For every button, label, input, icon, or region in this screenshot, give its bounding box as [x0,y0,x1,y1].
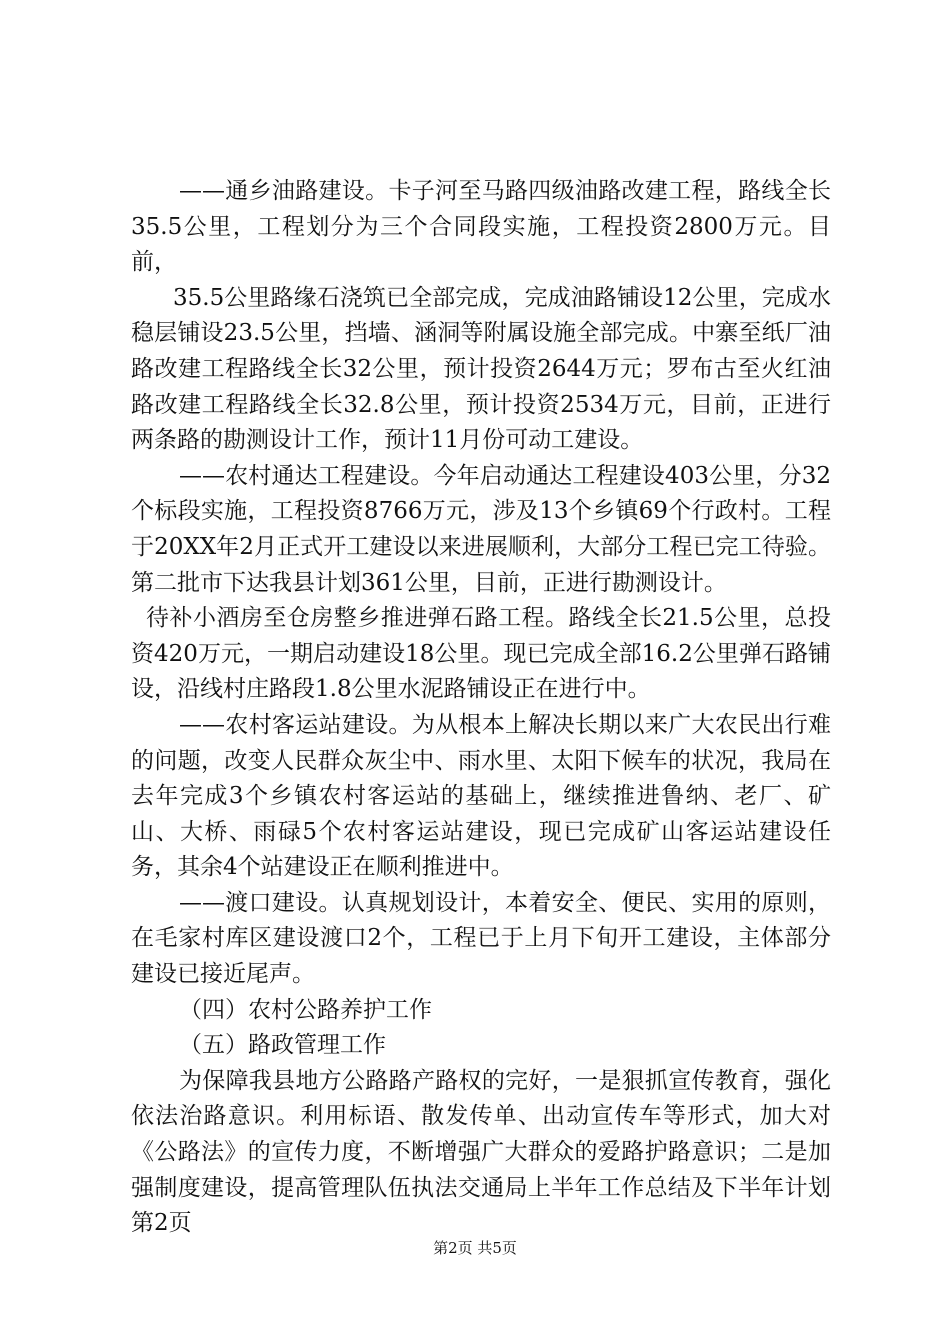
paragraph-stone-road: 待补小酒房至仓房整乡推进弹石路工程。路线全长21.5公里，总投资420万元，一期启动建设18公里。现已完成全部16.2公里弹石路铺设，沿线村庄路段1.8公里水泥路铺设正在进行中。 [131,605,831,703]
page-number-footer: 第2页 共5页 [433,1239,517,1257]
section-heading-maintenance: （四）农村公路养护工作 [179,996,432,1023]
paragraph-road-progress: 35.5公里路缘石浇筑已全部完成，完成油路铺设12公里，完成水稳层铺设23.5公里，挡墙、涵洞等附属设施全部完成。中寨至纸厂油路改建工程路线全长32公里，预计投资2644万元；罗布古至火红油路改建工程路线全长32.8公里，预计投资2534万元，目前，正进行两条路的勘测设计工作，预计11月份可动工建设。 [131,284,831,454]
paragraph-ferry: ——渡口建设。认真规划设计，本着安全、便民、实用的原则，在毛家村库区建设渡口2个，工程已于上月下旬开工建设，主体部分建设已接近尾声。 [131,889,831,988]
paragraph-road-protection: 为保障我县地方公路路产路权的完好，一是狠抓宣传教育，强化依法治路意识。利用标语、散发传单、出动宣传车等形式，加大对《公路法》的宣传力度，不断增强广大群众的爱路护路意识；二是加强制度建设，提高管理队伍执法交通局上半年工作总结及下半年计划第2页 [131,1067,831,1237]
paragraph-rural-access: ——农村通达工程建设。今年启动通达工程建设403公里，分32个标段实施，工程投资8766万元，涉及13个乡镇69个行政村。工程于20XX年2月正式开工建设以来进展顺利，大部分工程已完工待验。第二批市下达我县计划361公里，目前，正进行勘测设计。 [131,462,831,596]
paragraph-township-road: ——通乡油路建设。卡子河至马路四级油路改建工程，路线全长35.5公里，工程划分为三个合同段实施，工程投资2800万元。目前， [131,178,831,276]
paragraph-bus-station: ——农村客运站建设。为从根本上解决长期以来广大农民出行难的问题，改变人民群众灰尘中、雨水里、太阳下候车的状况，我局在去年完成3个乡镇农村客运站的基础上，继续推进鲁纳、老厂、矿山、大桥、雨碌5个农村客运站建设，现已完成矿山客运站建设任务，其余4个站建设正在顺利推进中。 [131,711,831,881]
section-heading-road-admin: （五）路政管理工作 [179,1032,386,1059]
document-body [131,174,831,1242]
